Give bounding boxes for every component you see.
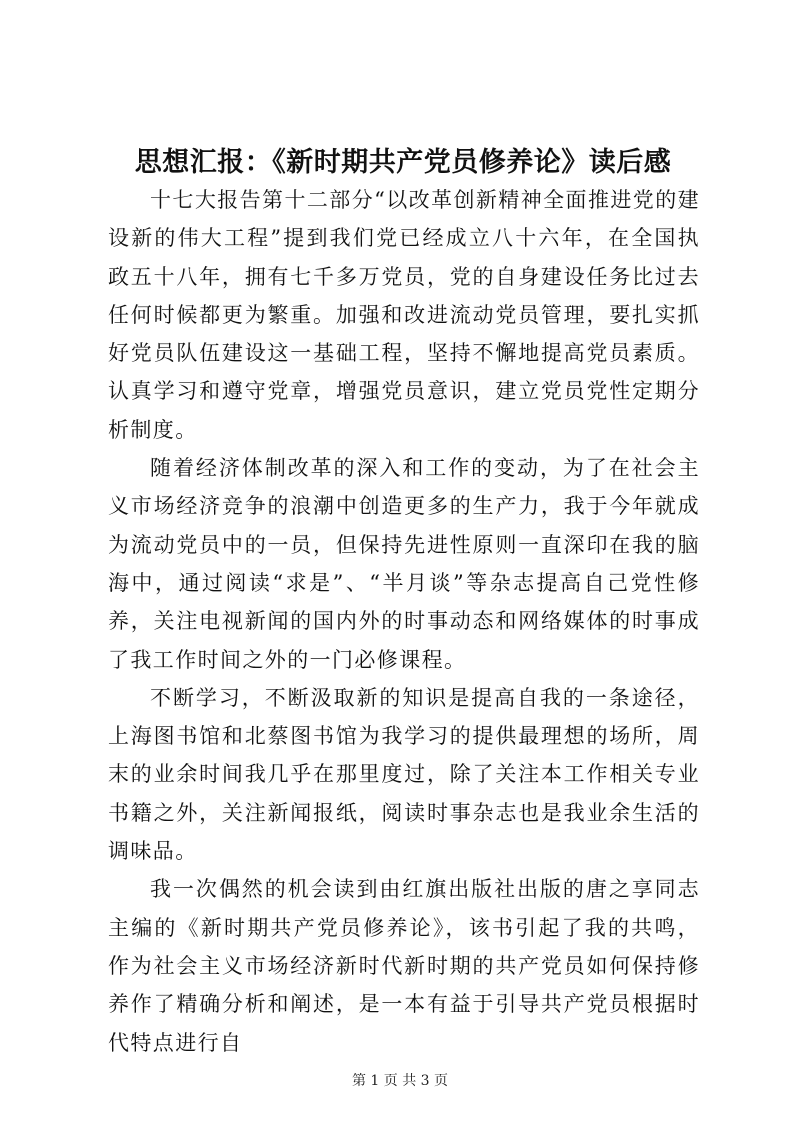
paragraph-1: 十七大报告第十二部分“以改革创新精神全面推进党的建设新的伟大工程”提到我们党已经成立八十六年，在全国执政五十八年，拥有七千多万党员，党的自身建设任务比过去任何时候都更为繁重。加强和改进流动党员管理，要扎实抓好党员队伍建设这一基础工程，坚持不懈地提高党员素质。认真学习和遵守党章，增强党员意识，建立党员党性定期分析制度。	[108, 188, 700, 442]
paragraph-2: 随着经济体制改革的深入和工作的变动，为了在社会主义市场经济竞争的浪潮中创造更多的生产力，我于今年就成为流动党员中的一员，但保持先进性原则一直深印在我的脑海中，通过阅读“求是”、“半月谈”等杂志提高自己党性修养，关注电视新闻的国内外的时事动态和网络媒体的时事成了我工作时间之外的一门必修课程。	[108, 456, 700, 672]
document-body	[108, 181, 700, 1062]
paragraph-4: 我一次偶然的机会读到由红旗出版社出版的唐之享同志主编的《新时期共产党员修养论》，该书引起了我的共鸣，作为社会主义市场经济新时代新时期的共产党员如何保持修养作了精确分析和阐述，是一本有益于引导共产党员根据时代特点进行自	[108, 877, 700, 1055]
document-title: 思想汇报：《新时期共产党员修养论》读后感	[134, 147, 672, 178]
page-footer: 第 1 页 共 3 页	[351, 1073, 449, 1089]
paragraph-3: 不断学习，不断汲取新的知识是提高自我的一条途径，上海图书馆和北蔡图书馆为我学习的提供最理想的场所，周末的业余时间我几乎在那里度过，除了关注本工作相关专业书籍之外，关注新闻报纸，阅读时事杂志也是我业余生活的调味品。	[108, 685, 700, 864]
